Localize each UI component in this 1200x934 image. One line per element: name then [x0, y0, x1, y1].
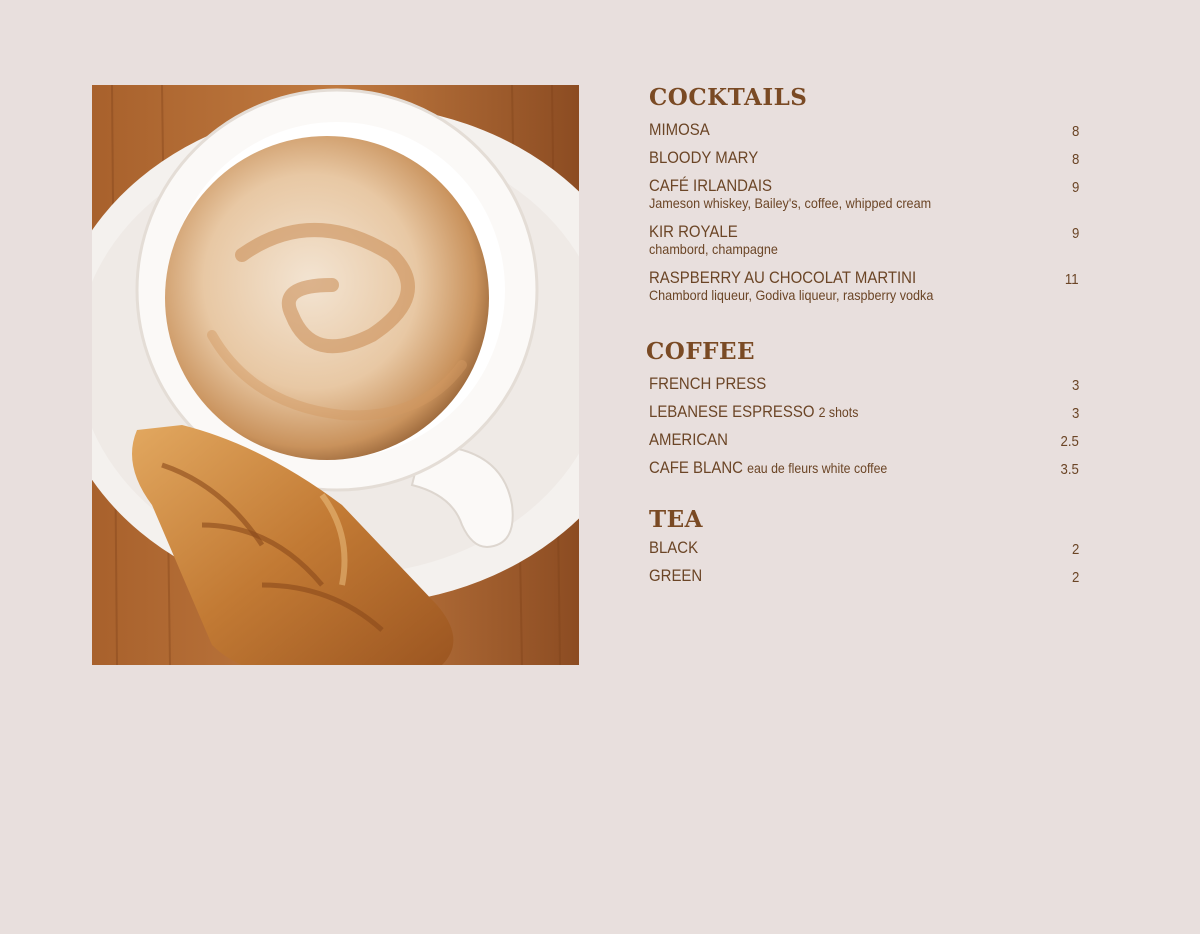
menu-item — [649, 538, 1079, 566]
item-price: 2 — [1071, 569, 1079, 586]
menu-item — [649, 374, 1079, 402]
menu-item — [649, 120, 1079, 148]
item-price: 2.5 — [1060, 433, 1079, 450]
item-price: 3.5 — [1060, 461, 1079, 478]
menu-item — [649, 222, 1079, 268]
menu-item — [649, 148, 1079, 176]
item-name: RASPBERRY AU CHOCOLAT MARTINI — [649, 268, 917, 287]
item-name: BLOODY MARY — [649, 148, 759, 167]
item-inline-description: eau de fleurs white coffee — [747, 460, 888, 476]
item-name: KIR ROYALE — [649, 222, 738, 241]
item-inline-description: 2 shots — [818, 404, 859, 420]
tea-items — [649, 538, 1079, 594]
item-price: 3 — [1071, 377, 1079, 394]
photo-illustration — [92, 85, 579, 665]
drinks-menu — [646, 82, 1079, 594]
coffee-croissant-photo — [92, 85, 579, 665]
menu-item — [649, 566, 1079, 594]
section-title-cocktails: COCKTAILS — [649, 84, 808, 111]
item-price: 11 — [1065, 271, 1079, 288]
item-price: 9 — [1071, 179, 1079, 196]
item-price: 9 — [1071, 225, 1079, 242]
item-price: 8 — [1071, 151, 1079, 168]
item-name: GREEN — [649, 566, 703, 585]
item-name: AMERICAN — [649, 430, 728, 449]
item-name: CAFÉ IRLANDAIS — [649, 176, 773, 195]
section-title-coffee: COFFEE — [646, 338, 756, 365]
menu-item — [649, 268, 1079, 314]
item-name: CAFE BLANC eau de fleurs white coffee — [649, 458, 888, 477]
item-description: Chambord liqueur, Godiva liqueur, raspberry vodka — [649, 287, 934, 303]
menu-item — [649, 430, 1079, 458]
item-name: LEBANESE ESPRESSO 2 shots — [649, 402, 859, 421]
item-name: MIMOSA — [649, 120, 710, 139]
section-title-tea: TEA — [649, 506, 703, 533]
menu-item — [649, 458, 1079, 486]
section-tea — [649, 504, 1079, 536]
item-description: chambord, champagne — [649, 241, 778, 257]
item-name: BLACK — [649, 538, 699, 557]
item-name: FRENCH PRESS — [649, 374, 767, 393]
item-price: 3 — [1071, 405, 1079, 422]
item-price: 8 — [1071, 123, 1079, 140]
menu-item — [649, 402, 1079, 430]
coffee-items — [649, 374, 1079, 486]
section-coffee — [646, 336, 1079, 368]
section-cocktails — [649, 82, 1079, 314]
menu-item — [649, 176, 1079, 222]
item-description: Jameson whiskey, Bailey's, coffee, whipped cream — [649, 195, 932, 211]
item-price: 2 — [1071, 541, 1079, 558]
